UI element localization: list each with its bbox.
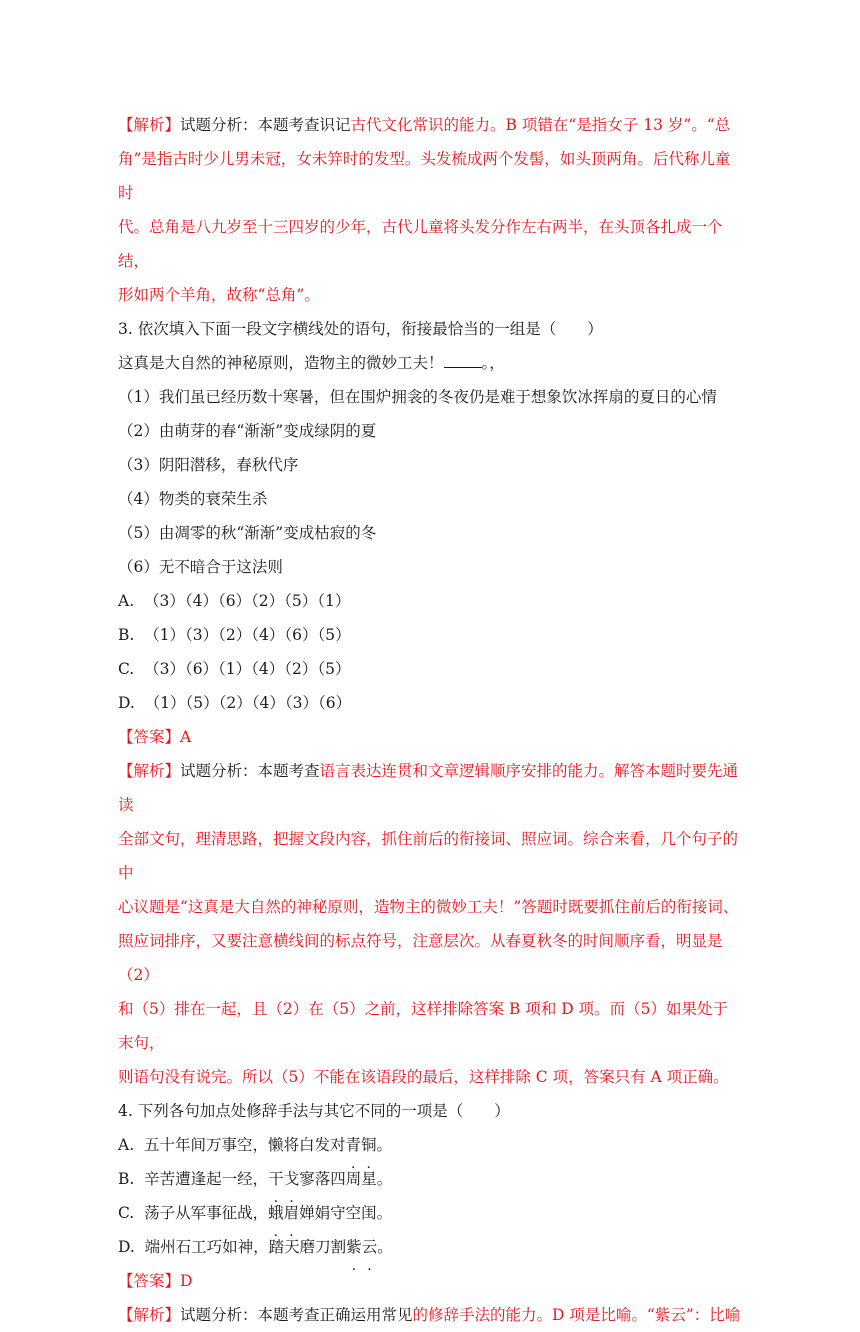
- option-text: 。: [377, 1238, 393, 1256]
- analysis-text-line: 和（5）排在一起，且（2）在（5）之前，这样排除答案 B 项和 D 项。而（5）如果处于末句，: [118, 1000, 728, 1052]
- dotted-char: 青: [345, 1136, 361, 1154]
- option-text: C. 荡子从军事征战，: [118, 1204, 269, 1222]
- question-3-option: B. （1）（3）（2）（4）（6）（5）: [118, 626, 351, 644]
- analysis-text-line: 的修辞手法的能力。D 项是比喻。“紫云”：比喻: [412, 1306, 741, 1324]
- option-text: B. 辛苦遭逢起一经，: [118, 1170, 269, 1188]
- question-3-item: （5）由凋零的秋“渐渐”变成枯寂的冬: [118, 524, 377, 542]
- question-3-stem: 3. 依次填入下面一段文字横线处的语句，衔接最恰当的一组是（ ）: [118, 320, 603, 338]
- page-content: [118, 108, 742, 1332]
- analysis-prefix: 试题分析：本题考查识记: [180, 116, 351, 134]
- option-text: D. 端州石工巧如神，踏天磨刀割: [118, 1238, 347, 1256]
- question-3-answer: 【答案】A: [118, 728, 192, 746]
- dotted-char: 戈: [283, 1170, 300, 1188]
- question-3-item: （3）阴阳潜移，春秋代序: [118, 456, 299, 474]
- analysis-text-line: 照应词排序，又要注意横线间的标点符号，注意层次。从春夏秋冬的时间顺序看，明显是（2）: [118, 932, 723, 984]
- analysis-text-line: 角”是指古时少儿男未冠，女未笄时的发型。头发梳成两个发髻，如头顶两角。后代称儿童时: [118, 150, 731, 202]
- analysis-prefix: 试题分析：本题考查: [180, 762, 320, 780]
- dotted-char: 紫: [346, 1238, 362, 1256]
- passage-after: 。，: [481, 354, 505, 372]
- option-text: 婵娟守空闺。: [299, 1204, 393, 1222]
- question-3-option: D. （1）（5）（2）（4）（3）（6）: [118, 694, 352, 712]
- question-4-answer: 【答案】D: [118, 1272, 193, 1290]
- question-3-passage: [118, 346, 742, 380]
- question-3-item: （4）物类的衰荣生杀: [118, 490, 268, 508]
- question-4-option: [118, 1196, 742, 1230]
- question-3-item: （1）我们虽已经历数十寒暑，但在围炉拥衾的冬夜仍是难于想象饮冰挥扇的夏日的心情: [118, 388, 717, 406]
- question-3-analysis: [118, 754, 742, 822]
- analysis-text-line: 古代文化常识的能力。B 项错在“是指女子 13 岁”。“总: [350, 116, 731, 134]
- question-4-analysis: [118, 1298, 742, 1332]
- question-3-option: C. （3）（6）（1）（4）（2）（5）: [118, 660, 351, 678]
- analysis-text-line: 形如两个羊角，故称“总角”。: [118, 286, 320, 304]
- analysis-text-line: 则语句没有说完。所以（5）不能在该语段的最后，这样排除 C 项，答案只有 A 项正确。: [118, 1068, 729, 1086]
- option-text: 寥落四周星。: [299, 1170, 393, 1188]
- question-4-option: [118, 1128, 742, 1162]
- analysis-mid: 正确运用常见: [319, 1306, 413, 1324]
- dotted-char: 干: [268, 1170, 284, 1188]
- analysis-text-line: 语言表达连贯和文章逻辑顺序安排的能力。解答本题时要先通读: [118, 762, 739, 814]
- dotted-char: 蛾: [268, 1204, 284, 1222]
- option-text: A. 五十年间万事空，懒将白发对: [118, 1136, 346, 1154]
- analysis-tag: 【解析】: [118, 116, 181, 134]
- question-3-option: A. （3）（4）（6）（2）（5）（1）: [118, 592, 351, 610]
- dotted-char: 云: [361, 1238, 378, 1256]
- analysis-text-line: 心议题是“这真是大自然的神秘原则，造物主的微妙工夫！”答题时既要抓住前后的衔接词、: [118, 898, 739, 916]
- fill-blank: [444, 353, 482, 368]
- question-3-item: （2）由萌芽的春“渐渐”变成绿阴的夏: [118, 422, 377, 440]
- analysis-tag: 【解析】: [118, 1306, 181, 1324]
- passage-before: 这真是大自然的神秘原则，造物主的微妙工夫！: [118, 354, 444, 372]
- option-text: 。: [376, 1136, 393, 1154]
- dotted-char: 铜: [361, 1136, 377, 1154]
- question-3-item: （6）无不暗合于这法则: [118, 558, 283, 576]
- question-4-option: [118, 1230, 742, 1264]
- analysis-text-line: 全部文句，理清思路，把握文段内容，抓住前后的衔接词、照应词。综合来看，几个句子的中: [118, 830, 739, 882]
- question-4-option: [118, 1162, 742, 1196]
- analysis-prefix: 试题分析：本题考查: [180, 1306, 320, 1324]
- analysis-text-line: 代。总角是八九岁至十三四岁的少年，古代儿童将头发分作左右两半，在头顶各扎成一个结，: [118, 218, 723, 270]
- dotted-char: 眉: [283, 1204, 300, 1222]
- question-4-stem: 4. 下列各句加点处修辞手法与其它不同的一项是（ ）: [118, 1102, 510, 1120]
- analysis-paragraph: [118, 108, 742, 142]
- analysis-tag: 【解析】: [118, 762, 181, 780]
